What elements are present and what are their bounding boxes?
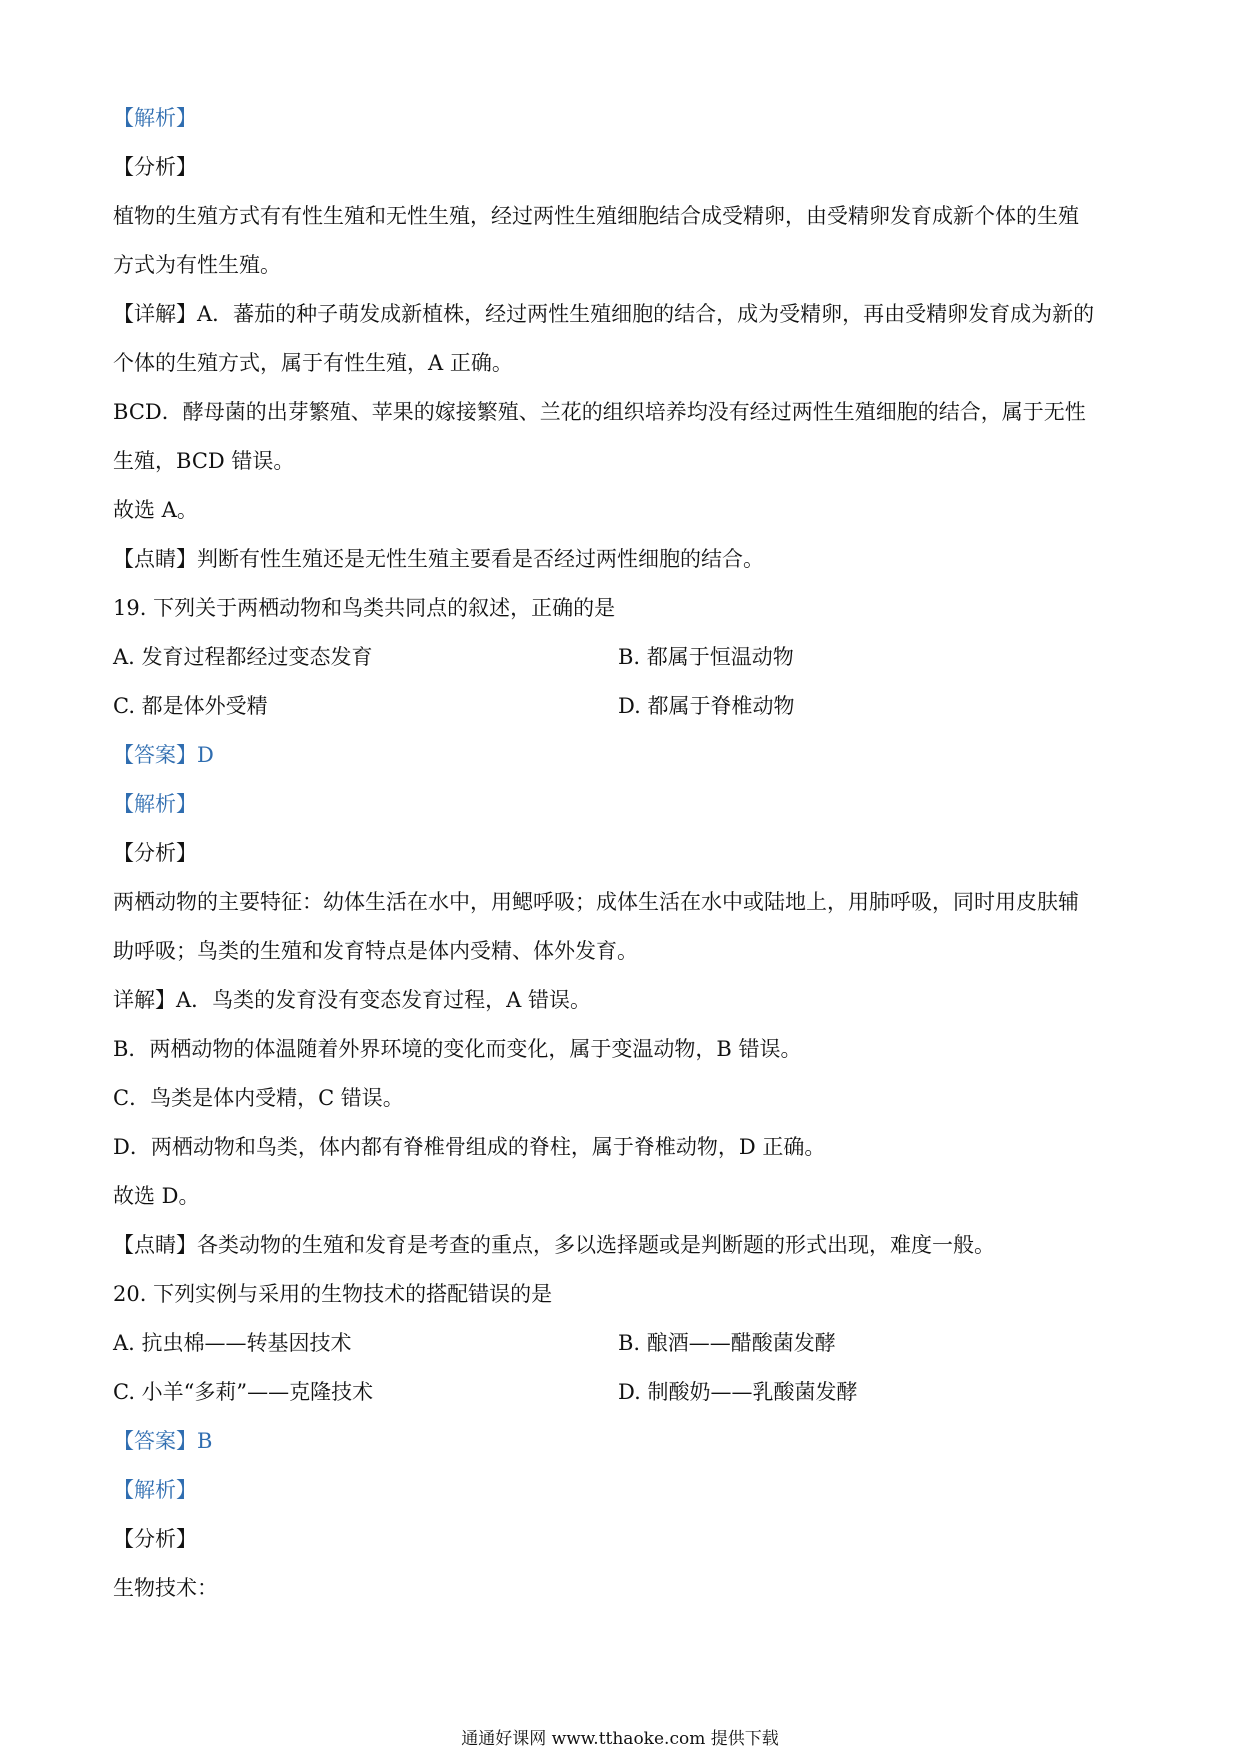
q19-explain-b: B．两栖动物的体温随着外界环境的变化而变化，属于变温动物，B 错误。 <box>113 1037 802 1061</box>
q20-option-a: A. 抗虫棉——转基因技术 <box>113 1331 352 1355</box>
q18-xiangjie-line1: 【详解】A．蕃茄的种子萌发成新植株，经过两性生殖细胞的结合，成为受精卵，再由受精卵发育成为新的 <box>113 302 1095 326</box>
q19-option-d: D. 都属于脊椎动物 <box>618 694 795 718</box>
q18-fenxi-heading: 【分析】 <box>113 155 197 179</box>
q19-fenxi-heading: 【分析】 <box>113 841 197 865</box>
q20-option-b: B. 酿酒——醋酸菌发酵 <box>618 1331 836 1355</box>
q19-dianjing: 【点睛】各类动物的生殖和发育是考查的重点，多以选择题或是判断题的形式出现，难度一般。 <box>113 1233 995 1257</box>
q19-stem: 19. 下列关于两栖动物和鸟类共同点的叙述，正确的是 <box>113 596 616 620</box>
q19-option-c: C. 都是体外受精 <box>113 694 268 718</box>
q18-bcd-line2: 生殖，BCD 错误。 <box>113 449 295 473</box>
page-footer: 通通好课网 www.tthaoke.com 提供下载 <box>461 1729 779 1749</box>
q20-jiexi-heading: 【解析】 <box>113 1478 197 1502</box>
q19-option-b: B. 都属于恒温动物 <box>618 645 794 669</box>
q20-option-c: C. 小羊“多莉”——克隆技术 <box>113 1380 374 1404</box>
q19-xiangjie: 详解】A．鸟类的发育没有变态发育过程，A 错误。 <box>113 988 592 1012</box>
q18-dianjing: 【点睛】判断有性生殖还是无性生殖主要看是否经过两性细胞的结合。 <box>113 547 764 571</box>
q19-explain-d: D．两栖动物和鸟类，体内都有脊椎骨组成的脊柱，属于脊椎动物，D 正确。 <box>113 1135 826 1159</box>
q18-conclusion: 故选 A。 <box>113 498 198 522</box>
q18-bcd-line1: BCD．酵母菌的出芽繁殖、苹果的嫁接繁殖、兰花的组织培养均没有经过两性生殖细胞的结合，属于无性 <box>113 400 1086 424</box>
q19-conclusion: 故选 D。 <box>113 1184 200 1208</box>
q20-option-d: D. 制酸奶——乳酸菌发酵 <box>618 1380 858 1404</box>
q20-fenxi-line1: 生物技术： <box>113 1576 218 1600</box>
q19-answer: 【答案】D <box>113 743 214 767</box>
q18-jiexi-heading: 【解析】 <box>113 106 197 130</box>
q18-fenxi-line2: 方式为有性生殖。 <box>113 253 281 277</box>
q20-fenxi-heading: 【分析】 <box>113 1527 197 1551</box>
q20-stem: 20. 下列实例与采用的生物技术的搭配错误的是 <box>113 1282 553 1306</box>
q19-option-a: A. 发育过程都经过变态发育 <box>113 645 373 669</box>
q19-fenxi-line1: 两栖动物的主要特征：幼体生活在水中，用鳃呼吸；成体生活在水中或陆地上，用肺呼吸，同时用皮肤辅 <box>113 890 1079 914</box>
q18-fenxi-line1: 植物的生殖方式有有性生殖和无性生殖，经过两性生殖细胞结合成受精卵，由受精卵发育成新个体的生殖 <box>113 204 1079 228</box>
q18-xiangjie-line2: 个体的生殖方式，属于有性生殖，A 正确。 <box>113 351 513 375</box>
q19-fenxi-line2: 助呼吸；鸟类的生殖和发育特点是体内受精、体外发育。 <box>113 939 638 963</box>
q20-answer: 【答案】B <box>113 1429 213 1453</box>
q19-explain-c: C．鸟类是体内受精，C 错误。 <box>113 1086 404 1110</box>
q19-jiexi-heading: 【解析】 <box>113 792 197 816</box>
